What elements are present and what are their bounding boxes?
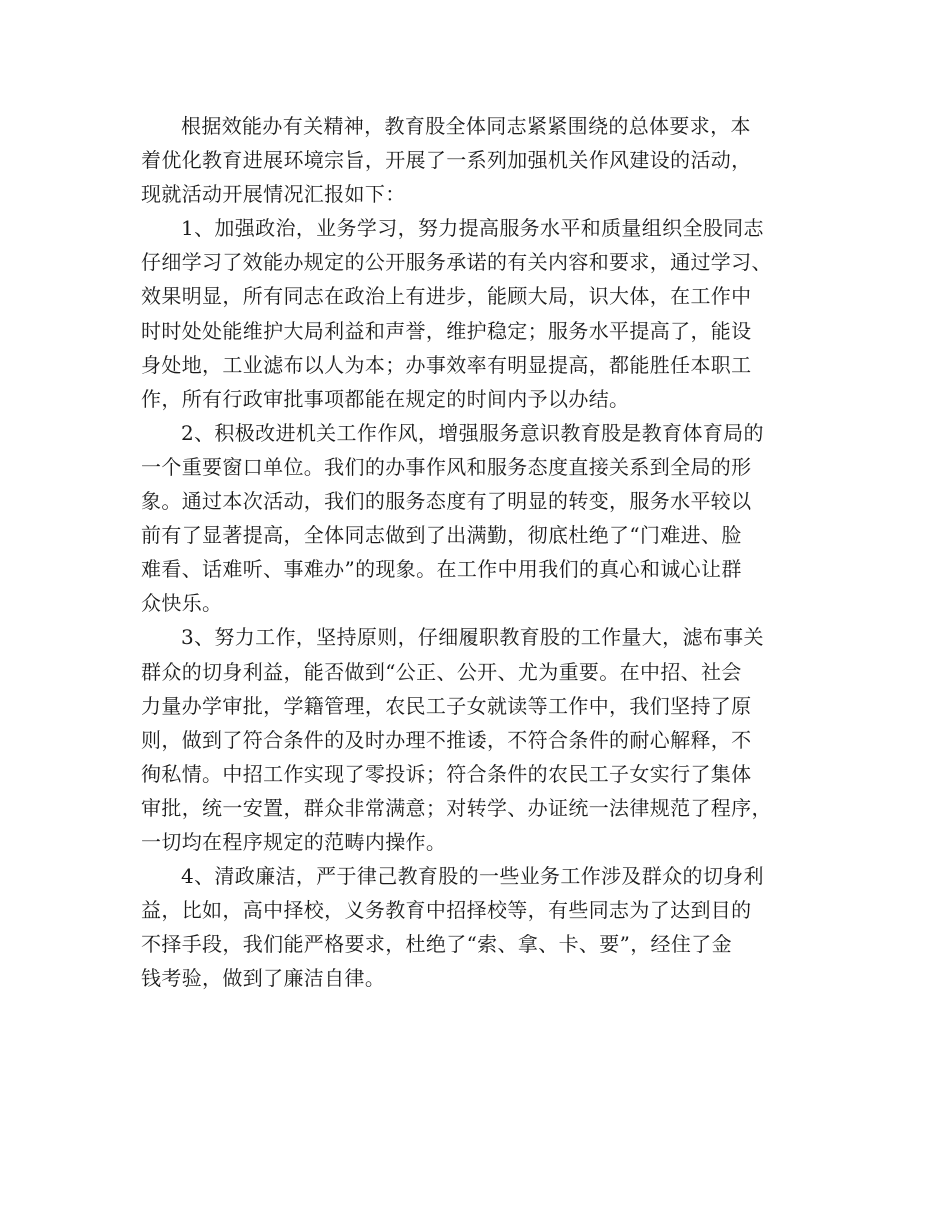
- text-line: 审批，统一安置，群众非常满意；对转学、办证统一法律规范了程序，: [141, 795, 772, 820]
- text-line: 身处地，工业滤布以人为本；办事效率有明显提高，都能胜任本职工: [141, 352, 752, 377]
- paragraph-3: [141, 620, 813, 859]
- text-line: 象。通过本次活动，我们的服务态度有了明显的转变，服务水平较以: [141, 489, 752, 514]
- paragraph-4: [141, 859, 813, 995]
- text-line: 4、清政廉洁，严于律己教育股的一些业务工作涉及群众的切身利: [181, 864, 764, 889]
- paragraph-2: [141, 416, 813, 621]
- text-line: 众快乐。: [141, 591, 223, 616]
- text-line: 着优化教育进展环境宗旨，开展了一系列加强机关作风建设的活动，: [141, 148, 752, 173]
- paragraph-intro: [141, 109, 813, 211]
- text-line: 1、加强政治，业务学习，努力提高服务水平和质量组织全股同志: [181, 216, 764, 241]
- text-line: 钱考验，做到了廉洁自律。: [141, 966, 386, 991]
- text-line: 一切均在程序规定的范畴内操作。: [141, 829, 447, 854]
- text-line: 群众的切身利益，能否做到“公正、公开、尤为重要。在中招、社会: [141, 659, 742, 684]
- text-line: 益，比如，高中择校，义务教育中招择校等，有些同志为了达到目的: [141, 898, 752, 923]
- document-body: [141, 109, 813, 995]
- text-line: 时时处处能维护大局利益和声誉，维护稳定；服务水平提高了，能设: [141, 318, 752, 343]
- text-line: 2、积极改进机关工作作风，增强服务意识教育股是教育体育局的: [181, 420, 764, 445]
- text-line: 现就活动开展情况汇报如下：: [141, 182, 406, 207]
- text-line: 不择手段，我们能严格要求，杜绝了“索、拿、卡、要”，经住了金: [141, 932, 732, 957]
- text-line: 前有了显著提高，全体同志做到了出满勤，彻底杜绝了“门难进、脸: [141, 523, 742, 548]
- text-line: 力量办学审批，学籍管理，农民工子女就读等工作中，我们坚持了原: [141, 693, 752, 718]
- text-line: 根据效能办有关精神，教育股全体同志紧紧围绕的总体要求，本: [181, 114, 751, 138]
- text-line: 一个重要窗口单位。我们的办事作风和服务态度直接关系到全局的形: [141, 454, 752, 479]
- text-line: 徇私情。中招工作实现了零投诉；符合条件的农民工子女实行了集体: [141, 761, 752, 786]
- text-line: 难看、话难听、事难办”的现象。在工作中用我们的真心和诚心让群: [141, 557, 742, 582]
- paragraph-1: [141, 211, 813, 416]
- text-line: 作，所有行政审批事项都能在规定的时间内予以办结。: [141, 386, 630, 411]
- text-line: 3、努力工作，坚持原则，仔细履职教育股的工作量大，滤布事关: [181, 625, 764, 650]
- text-line: 仔细学习了效能办规定的公开服务承诺的有关内容和要求，通过学习、: [141, 250, 772, 275]
- text-line: 效果明显，所有同志在政治上有进步，能顾大局，识大体，在工作中: [141, 284, 752, 309]
- text-line: 则，做到了符合条件的及时办理不推诿，不符合条件的耐心解释，不: [141, 727, 752, 752]
